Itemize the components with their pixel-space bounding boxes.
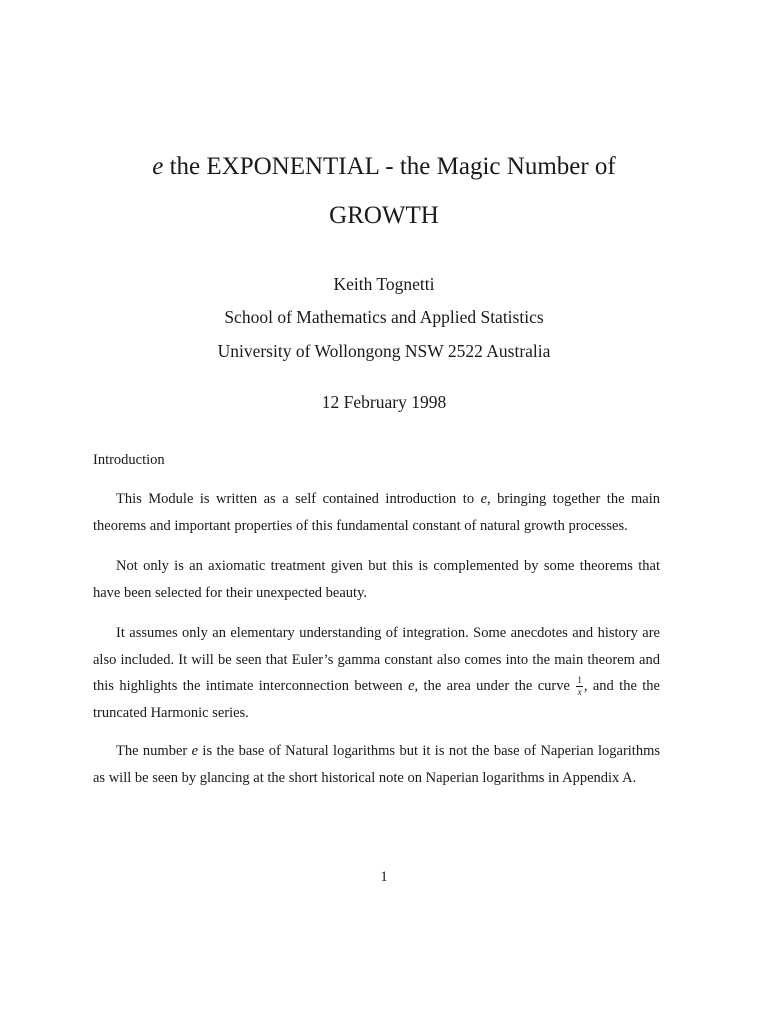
paragraph-text: It assumes only an elementary understanding of integration. Some anecdotes and history are also included. It will be seen that Euler’s gamma constant also comes into the main theorem and this highlights the intimate interconnection between [93, 625, 660, 695]
author-university: University of Wollongong NSW 2522 Australia [217, 341, 551, 361]
paragraph-text: is the base of Natural logarithms but it is not the base of Naperian logarithms as will be seen by glancing at the short historical note on Naperian logarithms in Appendix A. [93, 743, 660, 786]
math-symbol-e: e [191, 743, 199, 759]
intro-paragraph-3 [93, 620, 660, 726]
title-symbol-e: e [152, 153, 164, 180]
intro-paragraph-2: Not only is an axiomatic treatment given but this is complemented by some theorems that have been selected for their unexpected beauty. [93, 558, 660, 601]
paragraph-text: , and the the truncated Harmonic series. [93, 678, 660, 721]
paragraph-text: , the area under the curve [414, 678, 576, 695]
author-school: School of Mathematics and Applied Statistics [224, 307, 544, 327]
author-name: Keith Tognetti [333, 274, 435, 294]
paragraph-text: This Module is written as a self contained introduction to [116, 491, 481, 507]
title-text: the EXPONENTIAL - the Magic Number of [163, 153, 616, 180]
paragraph-text: The number [116, 743, 192, 759]
page-number: 1 [380, 869, 388, 885]
section-heading: Introduction [93, 452, 165, 468]
document-title-line-2: GROWTH [329, 202, 439, 229]
intro-paragraph-4 [93, 738, 660, 791]
fraction-one-over-x [576, 676, 583, 697]
math-symbol-e: e [408, 678, 415, 695]
paragraph-text: , bringing together the main theorems and important properties of this fundamental constant of natural growth processes. [93, 491, 660, 534]
document-title-line-1 [0, 154, 768, 179]
document-date: 12 February 1998 [321, 392, 447, 412]
math-symbol-e: e [480, 491, 488, 507]
fraction-denominator: x [577, 687, 582, 698]
fraction-numerator: 1 [577, 675, 582, 686]
intro-paragraph-1 [93, 486, 660, 539]
